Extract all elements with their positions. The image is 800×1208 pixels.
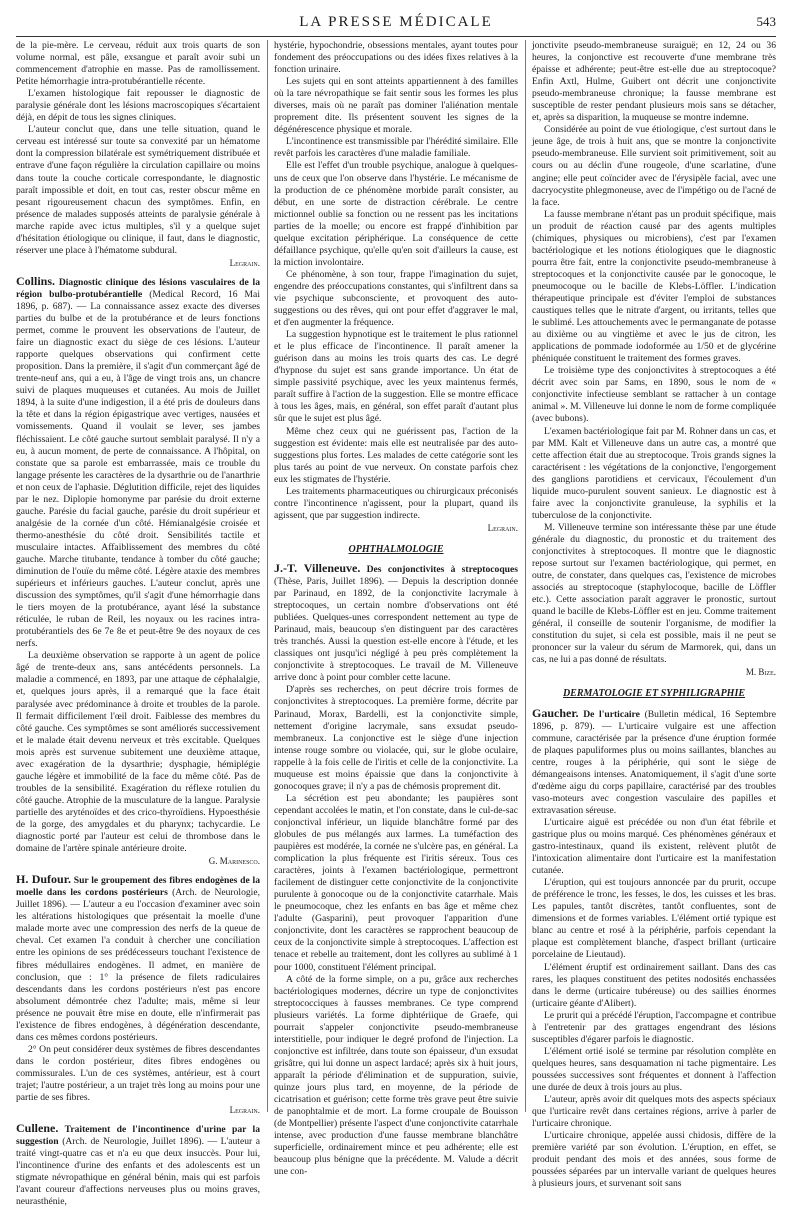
column-left [16, 40, 261, 1208]
signature: Legrain. [487, 522, 518, 533]
paragraph: L'examen histologique fait repousser le diagnostic de paralysie générale dont les lésions macroscopiques s'écartaient déjà, en dépit de tous les signes cliniques. [16, 88, 260, 124]
article-author: H. Dufour. [16, 872, 71, 887]
paragraph: M. Villeneuve termine son intéressante thèse par une étude générale du diagnostic, du pronostic et du traitement des conjonctivites à streptocoques. Il montre que le diagnostic repose surtout sur l'examen bactériologique, qui permet, en outre, de constater, dans quelques cas, l'existence de microbes associés au streptocoque (staphylocoque, bacille de Löffler etc.). Cette association paraît aggraver le pronostic, surtout quand le bacille de Klebs-Löffler est en jeu. Comme traitement général, il conseille de soutenir l'organisme, de modifier la constitution du sujet, si cela est possible, mais il ne peut se prononcer sur la valeur du sérum de Marmorek, qui, dans un cas, ne lui a pas donné de résultats. [532, 521, 776, 666]
article-entry [274, 562, 518, 684]
paragraph: D'après ses recherches, on peut décrire trois formes de conjonctivites à streptocoques. La première forme, décrite par Parinaud, Morax, Bardelli, est la conjonctivite simple, nettement d'origine lacrymale, sans exsudat pseudo-membraneux. La conjonctive est le siège d'une injection intense rouge sombre ou violacée, qui, sur le globe oculaire, rappelle à la fois celle de l'iritis et celle de la conjonctivite. La muqueuse est moins épaissie que dans la conjonctivite à gonocoques grave; il n'y a pas de chémosis proprement dit. [274, 684, 518, 792]
article-text: (Thèse, Paris, Juillet 1896). — Depuis la description donnée par Parinaud, en 1892, de la conjonctivite lacrymale à streptocoques, un certain nombre d'observations ont été publiées. Quelques-unes correspondent nettement au type de Parinaud, mais, beaucoup s'en distinguent par des caractères très tranchés. Aussi la question est-elle encore à l'étude, et les classiques ont jusqu'ici négligé à peu près complètement la conjonctivite à streptocoques. Le travail de M. Villeneuve arrive donc à point pour combler cette lacune. [274, 576, 518, 684]
signature: M. Bize. [745, 667, 776, 678]
signature: G. Marinesco. [208, 856, 260, 867]
paragraph: L'élément éruptif est ordinairement saillant. Dans des cas rares, les plaques constituent des petites nodosités enchassées dans le derme (urticaire tubéreuse) ou des saillies énormes (urticaire géante d'Alibert). [532, 961, 776, 1009]
column-right [532, 40, 776, 1190]
paragraph: L'élément ortié isolé se termine par résolution complète en quelques heures, sans desquamation ni tache pigmentaire. Les poussées successives sont fréquentes et donnent à l'affection une durée de deux à trois jours au plus. [532, 1045, 776, 1093]
article-author: Collins. [16, 273, 56, 288]
paragraph: L'éruption, qui est toujours annoncée par du prurit, occupe de préférence le tronc, les fesses, le dos, les cuisses et les bras. Les papules, tantôt discrètes, tantôt confluentes, sont de dimensions et de formes variables. L'élément ortié typique est blanc au centre et rosé à la périphérie, parfois cependant la plaque est complètement blanche, d'aspect brillant (urticaire porcelaine de Lieutaud). [532, 877, 776, 961]
article-title: De l'urticaire [583, 708, 640, 720]
paragraph: Le prurit qui a précédé l'éruption, l'accompagne et contribue à l'entretenir par des grattages engendrant des lésions susceptibles d'égarer parfois le diagnostic. [532, 1009, 776, 1045]
journal-title: LA PRESSE MÉDICALE [299, 14, 493, 30]
paragraph: La fausse membrane n'étant pas un produit spécifique, mais un produit de réaction causé par des agents multiples (chimiques, physiques ou microbiens), c'est par l'examen bactériologique et les notions étiologiques que le diagnostic pourra être fait, entre la conjonctivite pseudo-membraneuse à streptocoques et la conjonctivite causée par le gonocoque, le pneumocoque ou le bacille de Klebs-Löffler. L'indication thérapeutique principale est d'éviter l'emploi de substances caustiques telles que le nitrate d'argent, ou irritants, telles que le sublimé. Les attouchements avec le permanganate de potasse au dixième ou au vingtième et avec le jus de citron, les applications de pommade iodoformée au 1/50 et de glycérine phéniquée constituent le traitement des formes graves. [532, 208, 776, 365]
paragraph: L'urticaire chronique, appelée aussi chidosis, diffère de la première variété par son évolution. L'éruption, en effet, se produit pendant des mois et des années, sous forme de poussées séparées par un intervalle variant de quelques heures à plusieurs jours, et survenant soit sans [532, 1130, 776, 1190]
paragraph: jonctivite pseudo-membraneuse suraiguë; en 12, 24 ou 36 heures, la conjonctive est recouverte d'une membrane très épaisse et adhérente; peut-être est-elle due au streptocoque? Enfin Axtl, Hulme, Guibert ont décrit une conjonctivite pseudo-membraneuse chronique; la fausse membrane est susceptible de rester pendant plusieurs mois sans se détacher, et, après sa disparition, la muqueuse se montre indemne. [532, 40, 776, 124]
article-text: (Arch. de Neurologie, Juillet 1896). — L'auteur a eu l'occasion d'examiner avec soin les altérations histologiques que présentait la moelle d'une malade morte avec une compression des nerfs de la queue de cheval. Cet examen l'a conduit à chercher une conciliation entre les opinions de ses prédécesseurs touchant l'existence de fibres médullaires endogènes. Il admet, en manière de conclusion, que : 1° la présence de filets radiculaires descendants dans les cordons postérieurs n'est pas encore absolument démontrée chez l'adulte; mais, même si leur présence ne pouvait être mise en doute, elle n'infirmerait pas l'existence de fibres endogènes, à dégénération descendante, dans ces mêmes cordons postérieurs. [16, 887, 260, 1043]
paragraph: Les traitements pharmaceutiques ou chirurgicaux préconisés contre l'incontinence n'agissent, pour la plupart, quand ils agissent, que par suggestion indirecte. [274, 485, 518, 521]
paragraph: L'examen bactériologique fait par M. Rohner dans un cas, et par MM. Kalt et Villeneuve dans un autre cas, a montré que cette affection était due au streptocoque. Trois grands signes la caractérisent : les végétations de la conjonctive, l'engorgement des ganglions parotidiens et cervicaux, l'écoulement d'un liquide muco-purulent souvent sanieux. Le diagnostic est à faire avec la conjonctivite granuleuse, la syphilis et la tuberculose de la conjonctivite. [532, 425, 776, 521]
article-entry [532, 707, 776, 817]
article-author: J.-T. Villeneuve. [274, 560, 361, 575]
paragraph: Ce phénomène, à son tour, frappe l'imagination du sujet, engendre des préoccupations constantes, qui s'infiltrent dans sa vie psychique subconsciente, et provoquent des auto-suggestions ou des rêves, qui ont pour effet d'aggraver le mal, et d'en augmenter la fréquence. [274, 268, 518, 329]
article-entry [16, 275, 260, 650]
paragraph: 2° On peut considérer deux systèmes de fibres descendantes dans le cordon postérieur, dites fibres endogènes ou commissurales. L'un de ces systèmes, antérieur, est à court trajet; l'autre postérieur, a un trajet très long au moins pour une partie de ses fibres. [16, 1043, 260, 1104]
paragraph: Considérée au point de vue étiologique, c'est surtout dans le jeune âge, de trois à huit ans, que se montre la conjonctivite pseudo-membraneuse. Elle survient soit primitivement, soit au cours ou au déclin d'une rougeole, d'une scarlatine, d'une angine; elle peut coïncider avec de l'érysipèle facial, avec une dacryocystite phlegmoneuse, avec de l'impétigo ou de l'acné de la face. [532, 124, 776, 208]
column-middle [274, 40, 518, 1178]
signature: Legrain. [229, 1105, 260, 1116]
column-divider [267, 40, 268, 1112]
article-title: Traitement de l'incontinence d'urine par la suggestion [16, 1124, 260, 1148]
article-entry [16, 1122, 260, 1208]
article-author: Gaucher. [532, 705, 579, 720]
paragraph: La deuxième observation se rapporte à un agent de police âgé de trente-deux ans, sans antécédents personnels. La maladie a commencé, en 1893, par une attaque de céphalalgie, et, quelques jours après, il a remarqué que la face était paralysée avec prédominance à droite et troubles de la parole. Il fermait difficilement l'œil droit. Faiblesse des membres du côté gauche. Ces symptômes se sont améliorés successivement et le malade était devenu nerveux et très excitable. Quelques mois après est survenue subitement une deuxième attaque, avec exagération de la dysarthrie; dysphagie, hémiplégie gauche légère et immobilité de la face du même côté. Pas de troubles de la sensibilité. Exagération du réflexe rotulien du côté gauche. Atrophie de la musculature de la langue. Paralysie partielle des aryténoïdes et des crico-thyroïdiens. Hypoesthésie de la gorge, des amygdales et du pharynx; tachycardie. Le diagnostic porté par l'auteur est celui de thrombose dans le domaine de l'artère spinale antérieure droite. [16, 650, 260, 855]
article-entry [16, 873, 260, 1044]
paragraph: Les sujets qui en sont atteints appartiennent à des familles où la tare névropathique se fait sentir sous les formes les plus diverses, mais où ne paraît pas dominer l'aliénation mentale proprement dite. Ils présentent souvent les signes de la dégénérescence physique et morale. [274, 76, 518, 136]
section-heading: DERMATOLOGIE ET SYPHILIGRAPHIE [562, 688, 746, 700]
article-author: Cullene. [16, 1121, 59, 1136]
paragraph: L'incontinence est transmissible par l'hérédité similaire. Elle revêt parfois les caractères d'une maladie familiale. [274, 136, 518, 160]
paragraph: La sécrétion est peu abondante; les paupières sont cependant accolées le matin, et l'on constate, dans le cul-de-sac conjonctival inférieur, un liquide blanchâtre formé par des globules de pus mélangés aux larmes. La tuméfaction des paupières est modérée, la cornée ne s'ulcère pas, en général. La complication la plus fréquente est l'iritis séreux. Tous ces caractères, joints à l'examen bactériologique, permettront facilement de distinguer cette conjonctivite de la conjonctivite purulente à gonocoque ou de la conjonctivite catarrhale. Mais le pneumocoque, chez les enfants en bas âge et même chez l'adulte (Gasparini), peut provoquer l'apparition d'une conjonctivite, dont les caractères se rapprochent beaucoup de ceux de la conjonctivite simple à streptocoques. L'affection est tenace et rebelle au traitement, dont les collyres au sublimé à 1 pour 1000, constituent l'élément principal. [274, 792, 518, 973]
column-divider [525, 40, 526, 1112]
paragraph: hystérie, hypochondrie, obsessions mentales, ayant toutes pour fondement des préoccupations ou des idées fixes relatives à la fonction urinaire. [274, 40, 518, 76]
page-number: 543 [756, 14, 776, 29]
paragraph: L'auteur conclut que, dans une telle situation, quand le cerveau est intéressé sur toute sa convexité par un hématome dont la compression bilatérale est symétriquement distribuée et entrave d'une façon régulière la circulation capillaire ou moins dans toute la couche corticale correspondante, le diagnostic paraît impossible et doit, en tout cas, rester obscur même en pesant rigoureusement chacun des symptômes. Enfin, en présence de malades supposés atteints de paralysie générale à marche rapide avec ictus multiples, s'il y a quelque sujet d'hésitation étiologique ou clinique, il faut, dans le diagnostic, réserver une place à l'hématome subdural. [16, 124, 260, 256]
page-header [16, 12, 776, 37]
article-title: Diagnostic clinique des lésions vasculaires de la région bulbo-protubérantielle [16, 276, 261, 300]
paragraph: de la pie-mère. Le cerveau, réduit aux trois quarts de son volume normal, est pâle, exsangue et paraît avoir subi un commencement d'atrophie en masse. Pas de ramollissement. Petite hémorrhagie intra-protubérantielle récente. [16, 40, 260, 88]
paragraph: L'auteur, après avoir dit quelques mots des aspects spéciaux que l'urticaire revêt dans certaines régions, arrive à parler de l'urticaire chronique. [532, 1094, 776, 1130]
paragraph: Même chez ceux qui ne guérissent pas, l'action de la suggestion est évidente: mais elle est neutralisée par des auto-suggestions plus fortes. Les malades de cette catégorie sont les plus tarés au point de vue nerveux. On constate parfois chez eux les stigmates de l'hystérie. [274, 425, 518, 485]
signature: Legrain. [229, 257, 260, 268]
section-heading: OPHTHALMOLOGIE [348, 543, 444, 555]
paragraph: L'urticaire aiguë est précédée ou non d'un état fébrile et gastrique plus ou moins marqué. Ces phénomènes généraux et gastro-intestinaux, quand ils existent, relèvent plutôt de l'intoxication alimentaire dont l'urticaire est la manifestation cutanée. [532, 816, 776, 877]
article-text: (Medical Record, 16 Mai 1896, p. 687). — La connaissance assez exacte des diverses parties du bulbe et de la protubérance et de leurs fonctions permet, comme le prouvent les observations de l'auteur, de faire un diagnostic exact du siège de ces lésions. L'auteur rapporte quelques observations qui confirment cette proposition. Dans la première, il s'agit d'un commerçant âgé de trente-neuf ans, qui a eu, à l'âge de vingt trois ans, un chancre suivi de plaques muqueuses et cutanées. Au mois de Juillet 1894, à la suite d'une indigestion, il a été pris de douleurs dans la tête et dans la région épigastrique avec vertiges, nausées et vomissements. Quand il voulait se lever, ses jambes fléchissaient. Le côté gauche surtout semblait paralysé. Il n'y a eu, à aucun moment, de perte de connaissance. A l'hôpital, on constate que sa parole est embarrassée, mais ce trouble du langage présente les caractères de la dysarthrie ou de l'anarthrie et non ceux de l'aphasie. Déglutition difficile, rejet des liquides par le nez. Diplopie homonyme par parésie du droit externe gauche. Parésie du facial gauche, parésie du droit supérieur et analgésie de la cornée d'un côté. Hémianalgésie croisée et thermo-anesthésie du côté droit. Sensibilités tactile et musculaire intactes. Affaiblissement des membres du côté gauche. Marche titubante, tendance à tomber du côté gauche; diminution de l'ouïe du même côté. Légère ataxie des membres supérieurs et inférieurs gauches. L'auteur conclut, après une discussion des symptômes, qu'il s'agit d'une hémorrhagie dans le tiers moyen de la protubérance, ayant lésé la substance réticulée, le ruban de Reil, les noyaux ou les racines intra-protubérantiels des 6e 7e 8e et peut-être 9e des noyaux de ces nerfs. [16, 288, 260, 650]
article-text: (Bulletin médical, 16 Septembre 1896, p. 879). — L'urticaire vulgaire est une affection commune, caractérisée par la présence d'une éruption formée de plaques papuliformes plus ou moins saillantes, blanches au centre, rouges à la périphérie, qui sont le siège de démangeaisons intenses. Anatomiquement, il s'agit d'une sorte d'œdème aigu du corps papillaire, caractérisé par des troubles vaso-moteurs avec congestion vasculaire des papilles et extravasation séreuse. [532, 708, 776, 816]
paragraph: La suggestion hypnotique est le traitement le plus rationnel et le plus efficace de l'incontinence. Il paraît amener la guérison dans au moins les trois quarts des cas. Le degré d'hypnose du sujet est sans grande importance. Un état de simple passivité psychique, avec les yeux maintenus fermés, paraît suffire à l'action de la suggestion. Elle se montre efficace à tous les âges, mais, en général, son effet paraît d'autant plus sûr que le sujet est plus âgé. [274, 329, 518, 425]
paragraph: Le troisième type des conjonctivites à streptocoques a été décrit avec soin par Sams, en 1890, sous le nom de « conjonctivite infectieuse semblant se rattacher à un contage animal ». M. Villeneuve lui donne le nom de forme compliquée (avec bubons). [532, 365, 776, 425]
article-text: (Arch. de Neurologie, Juillet 1896). — L'auteur a traité vingt-quatre cas et n'a eu que deux insuccès. Pour lui, l'incontinence d'urine des enfants et des adolescents est un stigmate névropathique en général bénin, mais qui est parfois l'avant coureur d'affections nerveuses plus ou moins graves, neurasthénie, [16, 1136, 260, 1208]
paragraph: A côté de la forme simple, on a pu, grâce aux recherches bactériologiques modernes, décrire un type de conjonctivites streptococciques à fausses membranes. Ce type comprend plusieurs variétés. La forme diphtériique de Graefe, qui pourrait s'appeler conjonctivite pseudo-membraneuse interstitielle, pour indiquer le degré profond de l'injection. La conjonctive est infiltrée, dans toute son épaisseur, d'un exsudat grisâtre, qui lui donne un aspect lardacé; après six à huit jours, apparaît la période d'élimination et de suppuration, suivie, quinze jours plus tard, en moyenne, de la période de cicatrisation et guérison; cette forme très grave peut être suivie de panophtalmie et de mort. La forme croupale de Bouisson (de Montpellier) présente l'aspect d'une conjonctivite catarrhale intense, avec production d'une fausse membrane blanchâtre superficielle, ordinairement mince et peu adhérente; elle est beaucoup plus bénigne que la précédente. M. Valude a décrit une con- [274, 973, 518, 1178]
article-title: Des conjonctivites à streptocoques [366, 563, 518, 575]
article-title: Sur le groupement des fibres endogènes de la moelle dans les cordons postérieurs [16, 875, 260, 899]
paragraph: Elle est l'effet d'un trouble psychique, analogue à quelques-uns de ceux que l'on observe dans l'hystérie. Le mécanisme de la production de ce phénomène morbide paraît consister, au début, en une sorte de distraction cérébrale. Le centre mictionnel oublie sa fonction ou ne ressent pas les incitations parties de la moelle; ou encore est frappé d'inhibition par quelque excitation périphérique. La conséquence de cette défaillance psychique, qu'elle qu'en soit d'ailleurs la cause, est la miction involontaire. [274, 160, 518, 268]
